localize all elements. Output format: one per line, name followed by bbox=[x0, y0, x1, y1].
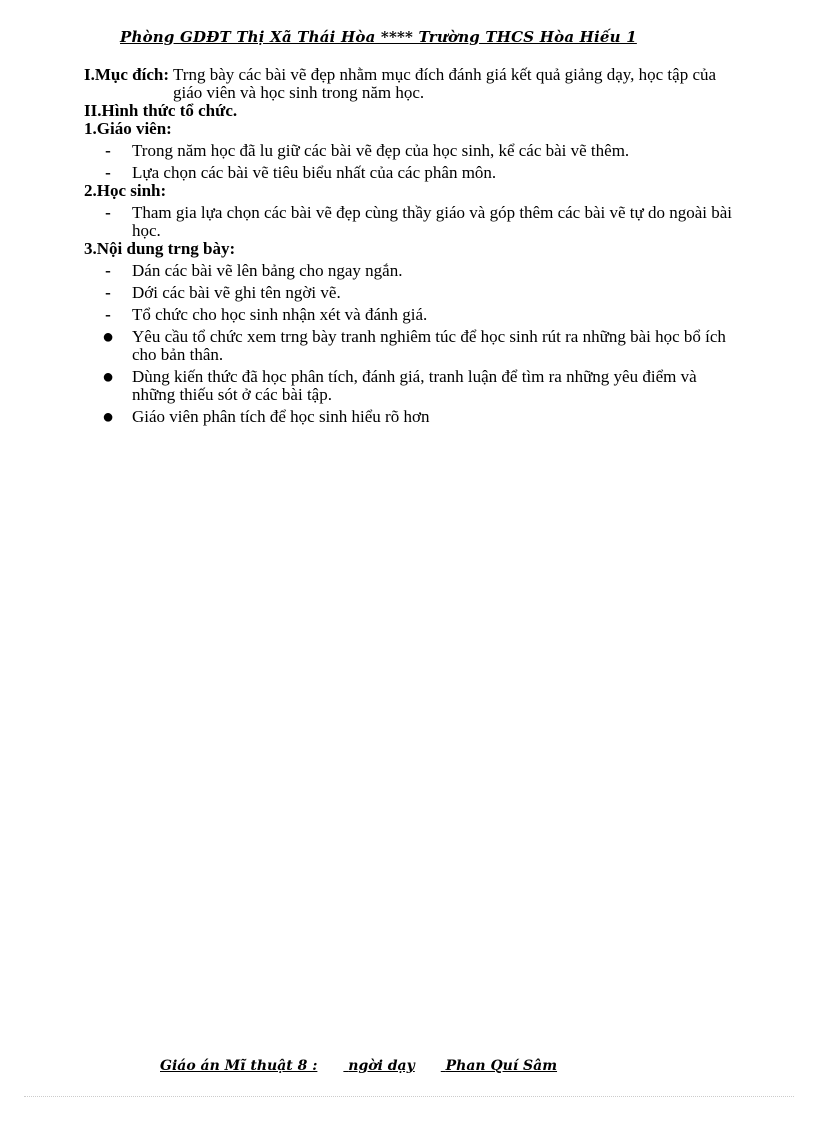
list-item: - Tham gia lựa chọn các bài vẽ đẹp cùng thầy giáo và góp thêm các bài vẽ tự do ngoài bài học. bbox=[84, 204, 734, 240]
form-heading: II.Hình thức tổ chức. bbox=[84, 101, 238, 120]
list-item: - Tổ chức cho học sinh nhận xét và đánh giá. bbox=[84, 306, 734, 324]
page-divider bbox=[24, 1096, 794, 1097]
list-item: ● Giáo viên phân tích để học sinh hiểu rõ hơn bbox=[84, 408, 734, 426]
page-header: Phòng GDĐT Thị Xã Thái Hòa **** Trường THCS Hòa Hiếu 1 bbox=[120, 28, 637, 46]
dash-marker: - bbox=[105, 163, 111, 182]
purpose-section bbox=[84, 66, 734, 102]
list-item: - Lựa chọn các bài vẽ tiêu biểu nhất của các phân môn. bbox=[84, 164, 734, 182]
list-item: - Trong năm học đã lu giữ các bài vẽ đẹp của học sinh, kể các bài vẽ thêm. bbox=[84, 142, 734, 160]
footer-course: Giáo án Mĩ thuật 8 : bbox=[160, 1058, 318, 1074]
purpose-label: I.Mục đích: bbox=[84, 65, 169, 84]
page-footer bbox=[160, 1058, 680, 1074]
list-item: ● Yêu cầu tổ chức xem trng bày tranh nghiêm túc để học sinh rút ra những bài học bổ ích cho bản thân. bbox=[84, 328, 734, 364]
list-item: - Dới các bài vẽ ghi tên ngời vẽ. bbox=[84, 284, 734, 302]
bullet-icon: ● bbox=[101, 366, 115, 388]
footer-teacher-name: Phan Quí Sâm bbox=[445, 1058, 558, 1074]
dash-marker: - bbox=[105, 203, 111, 222]
purpose-text: Trng bày các bài vẽ đẹp nhằm mục đích đánh giá kết quả giảng dạy, học tập của giáo viên và học sinh trong năm học. bbox=[173, 65, 717, 102]
bullet-icon: ● bbox=[101, 406, 115, 428]
dash-marker: - bbox=[105, 283, 111, 302]
bullet-icon: ● bbox=[101, 326, 115, 348]
dash-marker: - bbox=[105, 141, 111, 160]
content-heading: 3.Nội dung trng bày: bbox=[84, 239, 236, 258]
document-body bbox=[84, 66, 734, 426]
student-heading: 2.Học sinh: bbox=[84, 181, 167, 200]
list-item: ● Dùng kiến thức đã học phân tích, đánh giá, tranh luận để tìm ra những yêu điểm và những thiếu sót ở các bài tập. bbox=[84, 368, 734, 404]
dash-marker: - bbox=[105, 305, 111, 324]
list-item: - Dán các bài vẽ lên bảng cho ngay ngắn. bbox=[84, 262, 734, 280]
teacher-heading: 1.Giáo viên: bbox=[84, 119, 172, 138]
dash-marker: - bbox=[105, 261, 111, 280]
footer-teacher-label: ngời dạy bbox=[348, 1058, 415, 1074]
